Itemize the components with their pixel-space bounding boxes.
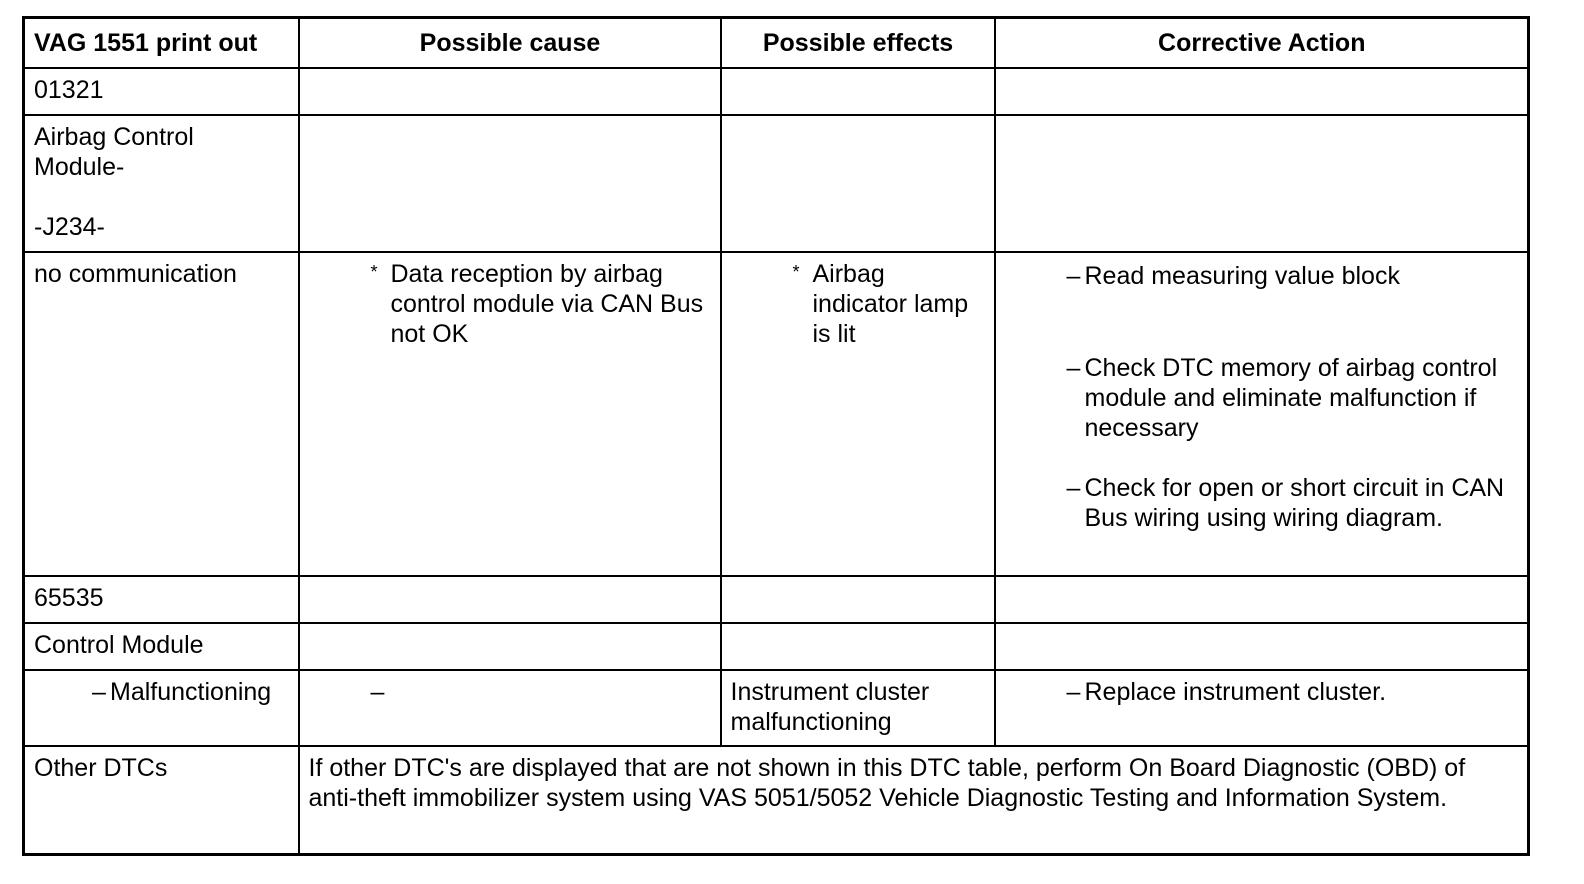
- header-action: Corrective Action: [995, 18, 1529, 69]
- dtc-code-cell: 01321: [24, 68, 299, 115]
- spacer: [1005, 291, 1520, 321]
- header-row: [24, 18, 1529, 69]
- table-row: [24, 746, 1529, 855]
- spacer: [1005, 321, 1520, 353]
- module-name-cell: Control Module: [24, 623, 299, 670]
- effect-text: Airbag indicator lamp is lit: [812, 260, 969, 348]
- other-dtcs-note: If other DTC's are displayed that are not shown in this DTC table, perform On Board Diagnostic (OBD) of anti-theft immobilizer system using VAS 5051/5052 Vehicle Diagnostic Testing and Information System.: [299, 746, 1529, 855]
- cause-cell: [299, 670, 721, 746]
- header-effects: Possible effects: [721, 18, 995, 69]
- table-row: [24, 670, 1529, 746]
- bullet-icon: *: [792, 262, 800, 282]
- action-item: [1067, 353, 1520, 443]
- dash-icon: –: [1066, 354, 1081, 382]
- action-cell: [995, 252, 1529, 576]
- action-text: Check DTC memory of airbag control module and eliminate malfunction if necessary: [1084, 354, 1498, 442]
- table-row: [24, 623, 1529, 670]
- empty-cell: [299, 115, 721, 252]
- action-cell: [995, 670, 1529, 746]
- module-line-2: Module-: [34, 153, 125, 181]
- cause-cell: [299, 252, 721, 576]
- header-cause: Possible cause: [299, 18, 721, 69]
- action-text: Check for open or short circuit in CAN Bus wiring using wiring diagram.: [1084, 474, 1505, 532]
- empty-cell: [721, 576, 995, 623]
- effects-cell: [721, 252, 995, 576]
- dtc-code-cell: 65535: [24, 576, 299, 623]
- dtc-table: [22, 16, 1530, 856]
- dash-icon: –: [1066, 262, 1081, 290]
- empty-cell: [995, 576, 1529, 623]
- module-line-1: Airbag Control: [34, 123, 194, 151]
- printout-cell: no communication: [24, 252, 299, 576]
- empty-cell: [721, 115, 995, 252]
- printout-cell: [24, 670, 299, 746]
- empty-cell: [995, 115, 1529, 252]
- empty-cell: [995, 623, 1529, 670]
- action-item: [1067, 261, 1520, 291]
- table-row: [24, 115, 1529, 252]
- module-line-3: -J234-: [34, 213, 105, 241]
- empty-cell: [721, 623, 995, 670]
- empty-cell: [995, 68, 1529, 115]
- dash-icon: –: [1066, 474, 1081, 502]
- action-text: Replace instrument cluster.: [1084, 678, 1387, 706]
- dash-icon: –: [1066, 678, 1081, 706]
- effects-cell: Instrument cluster malfunctioning: [721, 670, 995, 746]
- action-text: Read measuring value block: [1084, 262, 1400, 290]
- spacer: [1005, 443, 1520, 473]
- action-item: [1067, 473, 1520, 533]
- dash-icon: –: [92, 678, 106, 706]
- table-row: [24, 68, 1529, 115]
- empty-cell: [299, 623, 721, 670]
- cause-item: [371, 259, 712, 349]
- table-row: [24, 576, 1529, 623]
- malfunction-item: [92, 677, 290, 707]
- module-name-cell: [24, 115, 299, 252]
- cause-dash: –: [370, 678, 385, 706]
- cause-text: Data reception by airbag control module via CAN Bus not OK: [390, 260, 704, 348]
- header-printout: VAG 1551 print out: [24, 18, 299, 69]
- spacer: [34, 182, 290, 212]
- table-row: [24, 252, 1529, 576]
- empty-cell: [299, 68, 721, 115]
- empty-cell: [299, 576, 721, 623]
- printout-cell: Other DTCs: [24, 746, 299, 855]
- action-item: [1067, 677, 1520, 707]
- effect-item: [793, 259, 986, 349]
- bullet-icon: *: [370, 262, 378, 282]
- malfunction-text: Malfunctioning: [110, 678, 272, 706]
- empty-cell: [721, 68, 995, 115]
